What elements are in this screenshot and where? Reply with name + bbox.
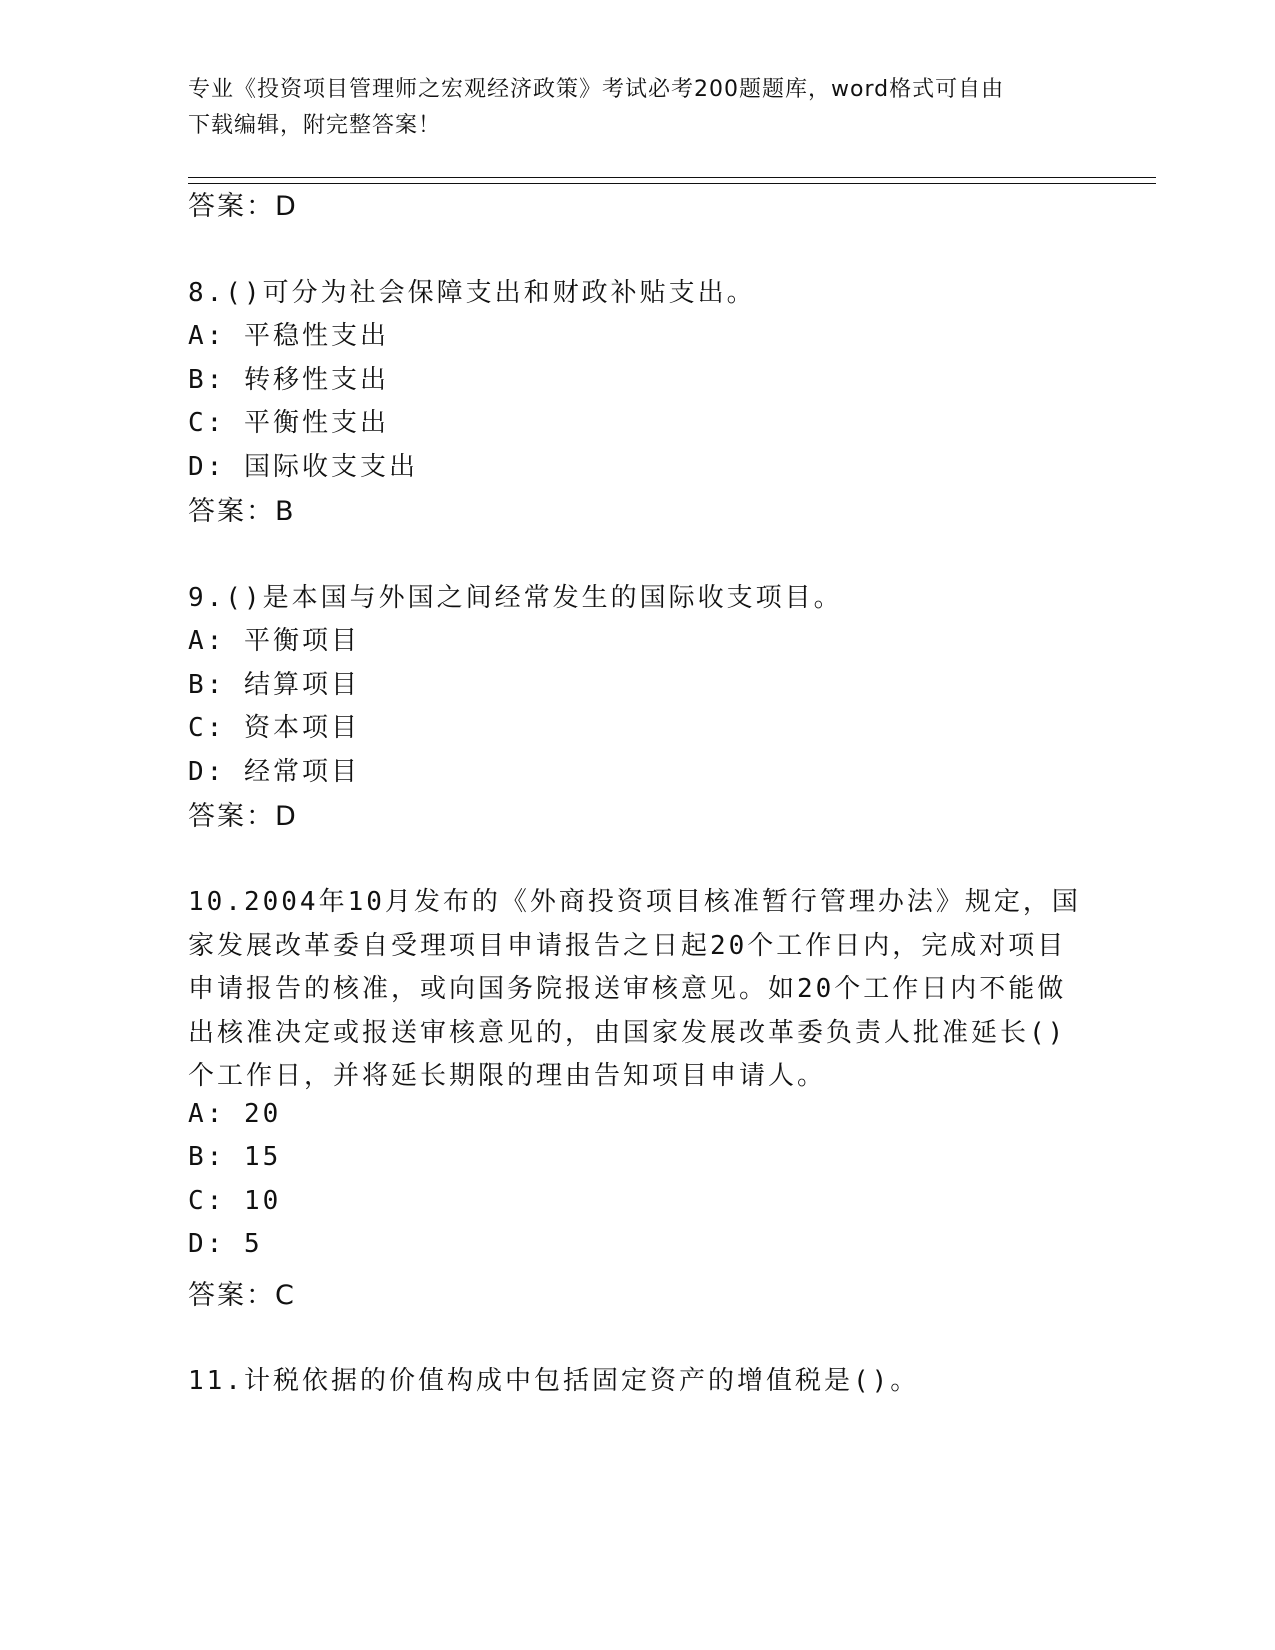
question-10-option-b: B: 15: [188, 1142, 282, 1172]
question-10-option-a: A: 20: [188, 1099, 282, 1129]
answer-prev: 答案：D: [188, 191, 298, 222]
question-9-option-c: C: 资本项目: [188, 713, 360, 743]
question-8-option-a: A: 平稳性支出: [188, 321, 389, 351]
question-9-option-b: B: 结算项目: [188, 670, 360, 700]
question-8-option-d: D: 国际收支支出: [188, 452, 418, 482]
question-9-option-a: A: 平衡项目: [188, 626, 360, 656]
header-line-2: 下载编辑，附完整答案！: [188, 113, 442, 138]
header-line-1: 专业《投资项目管理师之宏观经济政策》考试必考200题题库，word格式可自由: [188, 77, 1005, 102]
question-8-option-b: B: 转移性支出: [188, 365, 389, 395]
question-8-option-c: C: 平衡性支出: [188, 408, 389, 438]
question-10-stem-line-3: 申请报告的核准，或向国务院报送审核意见。如20个工作日内不能做: [188, 974, 1067, 1004]
question-9-stem: 9.()是本国与外国之间经常发生的国际收支项目。: [188, 583, 843, 613]
header-rule-bottom: [188, 183, 1156, 184]
question-10-stem-line-5: 个工作日，并将延长期限的理由告知项目申请人。: [188, 1061, 827, 1091]
question-10-answer: 答案：C: [188, 1280, 296, 1311]
header-rule-top: [188, 177, 1156, 178]
question-11-stem: 11.计税依据的价值构成中包括固定资产的增值税是()。: [188, 1366, 920, 1396]
question-9-option-d: D: 经常项目: [188, 757, 360, 787]
question-10-stem-line-1: 10.2004年10月发布的《外商投资项目核准暂行管理办法》规定，国: [188, 887, 1081, 917]
question-10-option-d: D: 5: [188, 1229, 263, 1259]
question-10-stem-line-4: 出核准决定或报送审核意见的，由国家发展改革委负责人批准延长(): [188, 1018, 1067, 1048]
question-9-answer: 答案：D: [188, 801, 298, 832]
question-8-answer: 答案：B: [188, 496, 296, 527]
document-header: [188, 72, 1088, 144]
question-8-stem: 8.()可分为社会保障支出和财政补贴支出。: [188, 278, 756, 308]
question-10-option-c: C: 10: [188, 1186, 282, 1216]
question-10-stem-line-2: 家发展改革委自受理项目申请报告之日起20个工作日内，完成对项目: [188, 931, 1067, 961]
